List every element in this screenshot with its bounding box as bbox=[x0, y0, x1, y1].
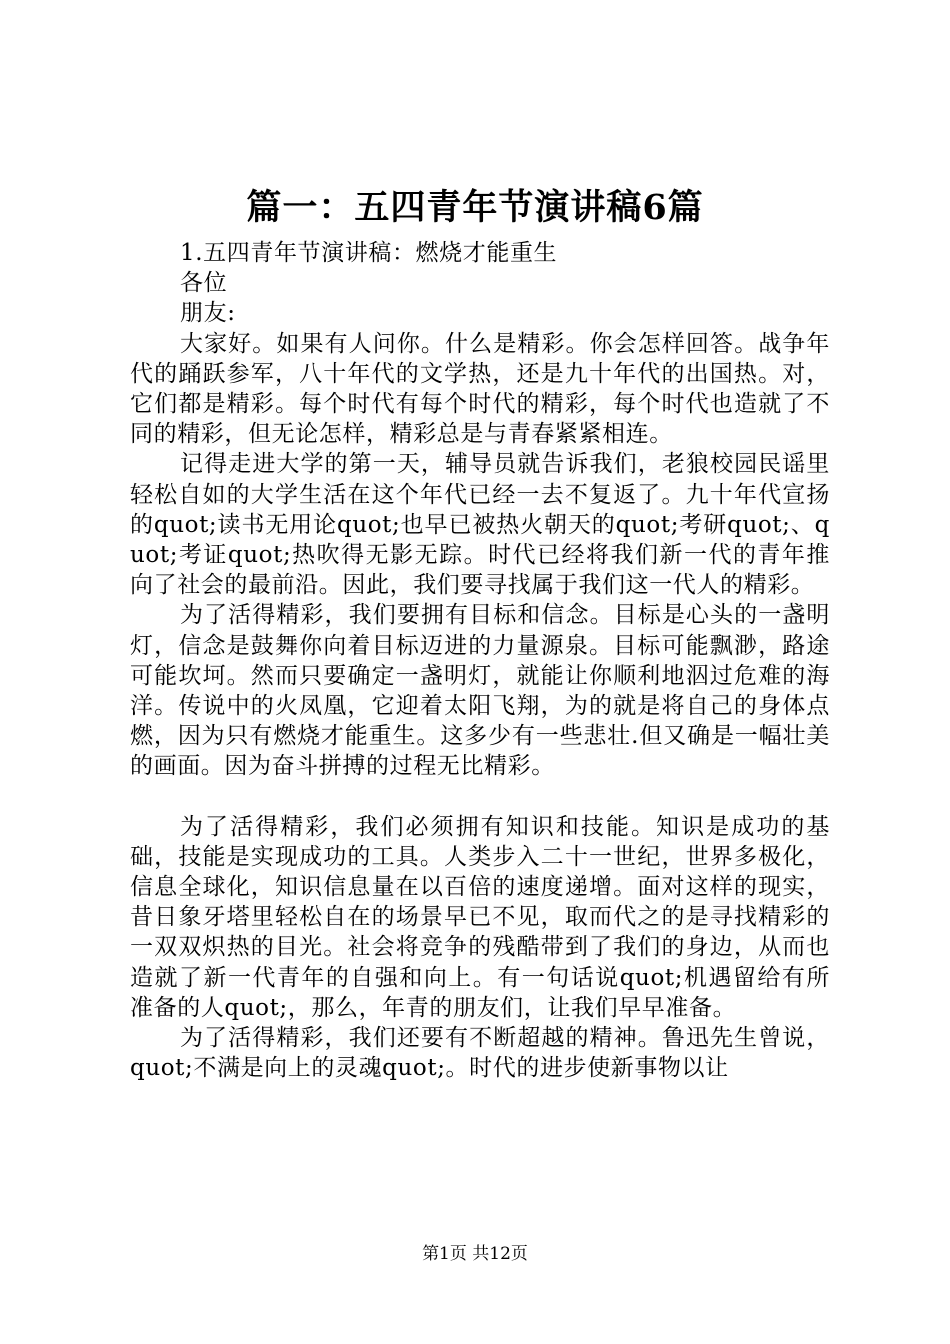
paragraph-1: 大家好。如果有人问你。什么是精彩。你会怎样回答。战争年代的踊跃参军，八十年代的文学热，还是九十年代的出国热。对，它们都是精彩。每个时代有每个时代的精彩，每个时代也造就了不同的精彩，但无论怎样，精彩总是与青春紧紧相连。 bbox=[130, 330, 830, 448]
speech-heading: 1.五四青年节演讲稿：燃烧才能重生 bbox=[180, 240, 558, 266]
paragraph-2: 记得走进大学的第一天，辅导员就告诉我们，老狼校园民谣里轻松自如的大学生活在这个年代已经一去不复返了。九十年代宣扬的quot;读书无用论quot;也早已被热火朝天的quot;考研quot;、quot;考证quot;热吹得无影无踪。时代已经将我们新一代的青年推向了社会的最前沿。因此，我们要寻找属于我们这一代人的精彩。 bbox=[130, 451, 830, 599]
paragraph-spacer bbox=[130, 782, 830, 812]
document-body bbox=[130, 238, 830, 1083]
paragraph-3: 为了活得精彩，我们要拥有目标和信念。目标是心头的一盏明灯，信念是鼓舞你向着目标迈进的力量源泉。目标可能飘渺，路途可能坎坷。然而只要确定一盏明灯，就能让你顺利地泅过危难的海洋。传说中的火凤凰，它迎着太阳飞翔，为的就是将自己的身体点燃，因为只有燃烧才能重生。这多少有一些悲壮.但又确是一幅壮美的画面。因为奋斗拼搏的过程无比精彩。 bbox=[130, 602, 830, 780]
paragraph-4: 为了活得精彩，我们必须拥有知识和技能。知识是成功的基础，技能是实现成功的工具。人类步入二十一世纪，世界多极化，信息全球化，知识信息量在以百倍的速度递增。面对这样的现实，昔日象牙塔里轻松自在的场景早已不见，取而代之的是寻找精彩的一双双炽热的目光。社会将竞争的残酷带到了我们的身边，从而也造就了新一代青年的自强和向上。有一句话说quot;机遇留给有所准备的人quot;，那么，年青的朋友们，让我们早早准备。 bbox=[130, 813, 830, 1021]
salutation-line-1: 各位 bbox=[180, 270, 228, 297]
paragraph-5: 为了活得精彩，我们还要有不断超越的精神。鲁迅先生曾说，quot;不满是向上的灵魂quot;。时代的进步使新事物以让 bbox=[130, 1025, 830, 1082]
salutation-line-2: 朋友: bbox=[180, 300, 236, 327]
page-footer: 第1页 共12页 bbox=[422, 1244, 528, 1264]
document-title: 篇一：五四青年节演讲稿6篇 bbox=[246, 187, 704, 228]
